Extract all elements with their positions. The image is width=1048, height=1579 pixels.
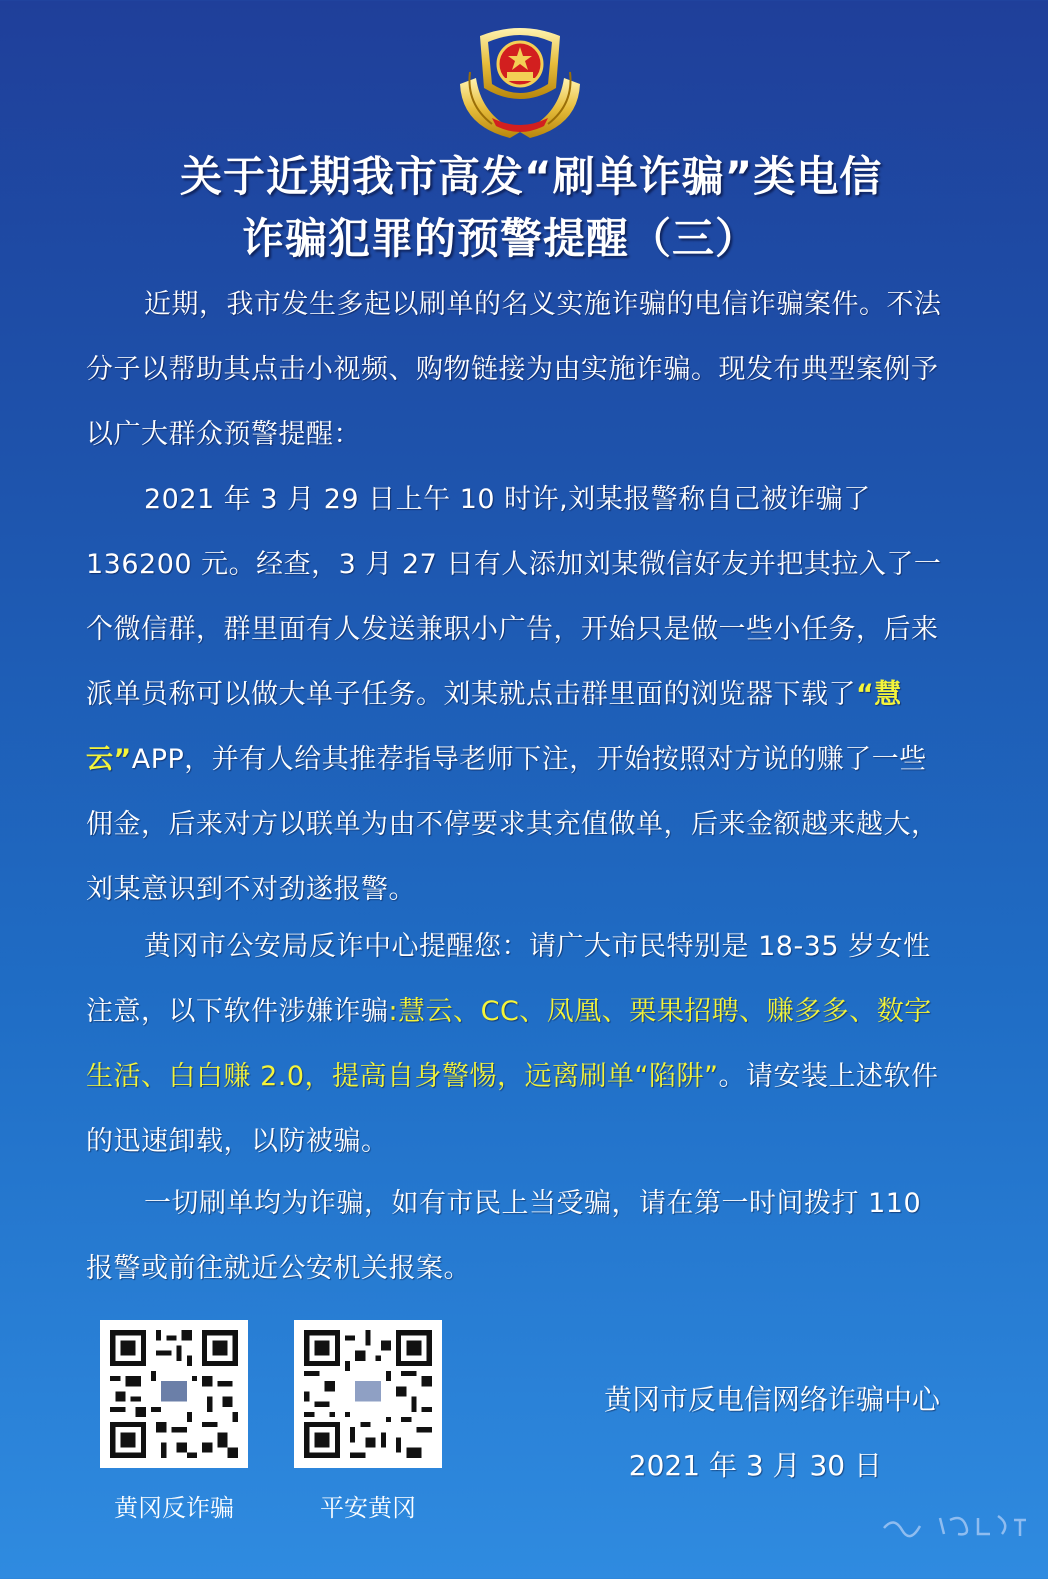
warning-text-a: 黄冈市公安局反诈中心提醒您：请广大市民特别是 18-35 岁女性注意，以下软件涉嫌诈骗 [86, 931, 931, 1027]
watermark-icon [880, 1510, 1030, 1540]
police-emblem-icon [452, 14, 588, 142]
qr-code-fanzhapian[interactable] [100, 1320, 248, 1468]
qr-code-pingan[interactable] [294, 1320, 442, 1468]
issuing-org: 黄冈市反电信网络诈骗中心 [603, 1383, 940, 1416]
case-paragraph [86, 467, 946, 922]
page-title-line2: 诈骗犯罪的预警提醒（三） [242, 214, 759, 263]
page-title-line1: 关于近期我市高发“刷单诈骗”类电信 [180, 152, 883, 201]
qr-label-pingan: 平安黄冈 [320, 1494, 416, 1522]
qr-code-icon [294, 1320, 442, 1468]
qr-code-icon [100, 1320, 248, 1468]
report-text: 一切刷单均为诈骗，如有市民上当受骗，请在第一时间拨打 110 报警或前往就近公安机关报案。 [86, 1188, 922, 1284]
report-paragraph [86, 1171, 946, 1301]
qr-label-fanzhapian: 黄冈反诈骗 [114, 1494, 234, 1522]
app-name-highlight: “慧云” [86, 679, 902, 775]
software-list-highlight: :慧云、CC、凤凰、栗果招聘、赚多多、数字生活、白白赚 2.0，提高自身警惕，远离刷单“陷阱” [86, 996, 932, 1092]
warning-text-b: 。请安装上述软件的迅速卸载，以防被骗。 [86, 1061, 939, 1157]
intro-paragraph [86, 272, 946, 467]
intro-text: 近期，我市发生多起以刷单的名义实施诈骗的电信诈骗案件。不法分子以帮助其点击小视频、购物链接为由实施诈骗。现发布典型案例予以广大群众预警提醒： [86, 289, 942, 450]
warning-paragraph [86, 914, 946, 1174]
issue-date: 2021 年 3 月 30 日 [628, 1449, 882, 1482]
case-text-b: APP，并有人给其推荐指导老师下注，开始按照对方说的赚了一些佣金，后来对方以联单为由不停要求其充值做单，后来金额越来越大，刘某意识到不对劲遂报警。 [86, 744, 939, 905]
case-text-a: 2021 年 3 月 29 日上午 10 时许,刘某报警称自己被诈骗了 136200 元。经查，3 月 27 日有人添加刘某微信好友并把其拉入了一个微信群，群里面有人发送兼职小广告，开始只是做一些小任务，后来派单员称可以做大单子任务。刘某就点击群里面的浏览器下载了 [86, 484, 942, 710]
